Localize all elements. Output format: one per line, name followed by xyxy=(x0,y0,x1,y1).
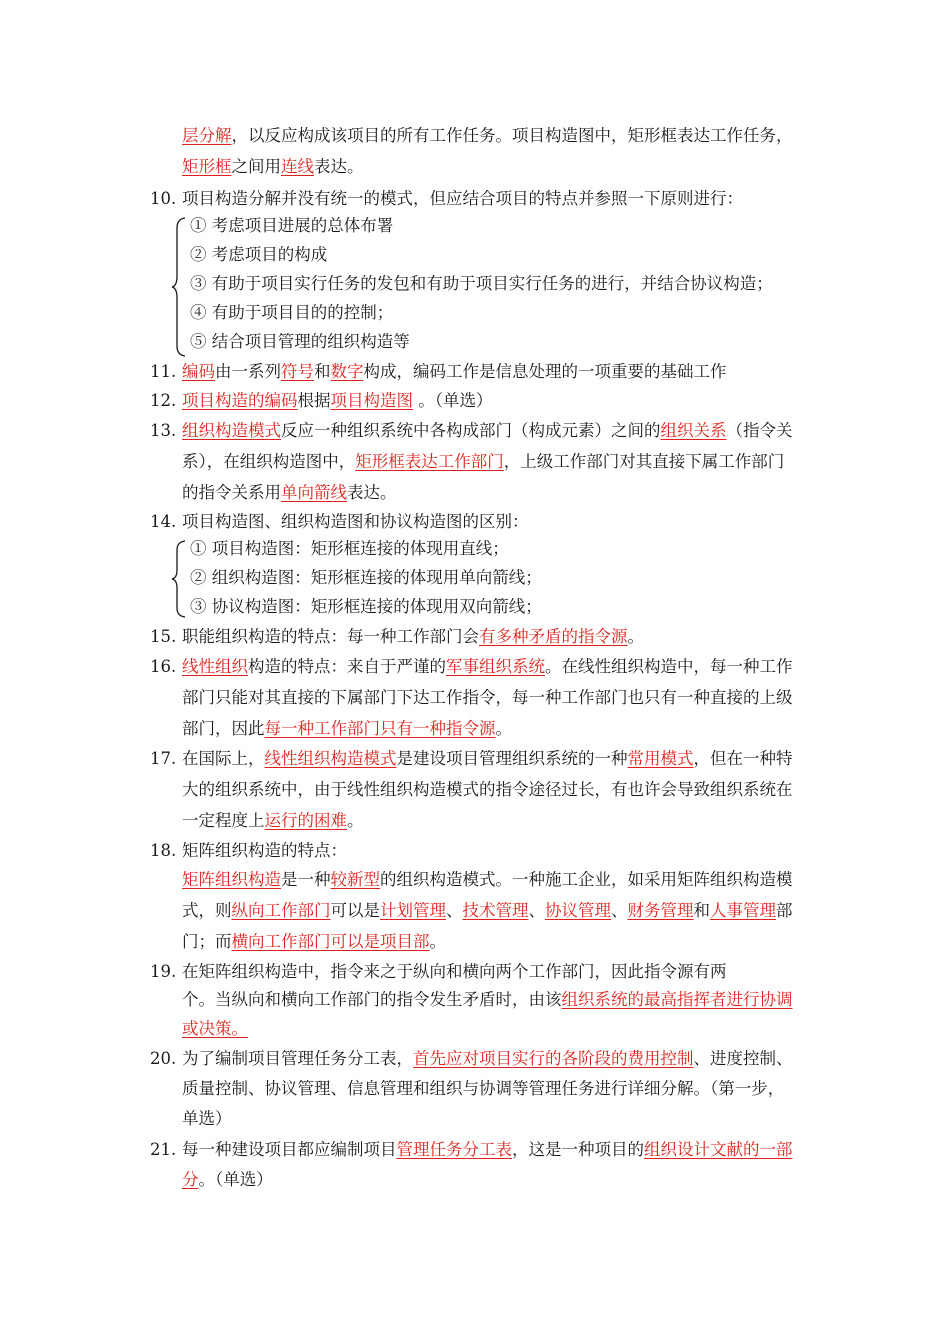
highlight-term: 数字 xyxy=(330,362,364,381)
text-run: 为了编制项目管理任务分工表， xyxy=(182,1049,413,1068)
text-run: 构造的特点：来自于严谨的 xyxy=(248,657,446,676)
sub-item: ① 考虑项目进展的总体布署 xyxy=(190,216,394,235)
highlight-term: 常用模式 xyxy=(627,749,694,768)
text-run: ，这是一种项目的 xyxy=(512,1140,644,1159)
item-text xyxy=(182,419,793,443)
highlight-term: 符号 xyxy=(281,362,314,381)
left-brace-icon xyxy=(170,216,190,358)
sub-item: ④ 有助于项目目的的控制； xyxy=(190,303,394,322)
highlight-term: 运行的困难 xyxy=(264,811,347,830)
item-text xyxy=(182,988,793,1012)
item-text xyxy=(182,389,493,413)
item-text xyxy=(182,1138,793,1162)
text-run: 由一系列 xyxy=(215,362,281,381)
item-number: 11. xyxy=(150,362,177,381)
item-number: 16. xyxy=(150,657,177,676)
item-text xyxy=(182,717,512,741)
item-number: 15. xyxy=(150,627,177,646)
highlight-term: 项目构造图 xyxy=(330,391,413,410)
item-text: 大的组织系统中，由于线性组织构造模式的指令途径过长，有也许会导致组织系统在 xyxy=(182,780,793,799)
item-text xyxy=(182,899,793,923)
text-run: 的指令关系用 xyxy=(182,483,281,502)
highlight-term: 纵向工作部门 xyxy=(231,901,331,920)
text-run: 系），在组织构造图中， xyxy=(182,452,356,471)
text-run: 可以是 xyxy=(330,901,380,920)
text-run: 部 xyxy=(776,901,793,920)
text-run: ，但在一种特 xyxy=(693,749,793,768)
text-run: ，以反应构成该项目的所有工作任务。项目构造图中，矩形框表达工作任务， xyxy=(231,126,793,145)
text-run: 反应一种组织系统中各构成部门（构成元素）之间的 xyxy=(281,421,661,440)
text-run: 。 xyxy=(627,627,644,646)
item-text xyxy=(182,868,793,892)
sub-item: ⑤ 结合项目管理的组织构造等 xyxy=(190,332,410,351)
highlight-term: 人事管理 xyxy=(710,901,776,920)
text-run: 每一种建设项目都应编制项目 xyxy=(182,1140,397,1159)
paragraph-line xyxy=(182,155,364,179)
text-run: 个。当纵向和横向工作部门的指令发生矛盾时，由该 xyxy=(182,990,562,1009)
item-number: 10. xyxy=(150,189,177,208)
text-run: 、进度控制、 xyxy=(693,1049,793,1068)
highlight-term: 每一种工作部门只有一种指令源 xyxy=(264,719,496,738)
highlight-term: 协议管理 xyxy=(545,901,611,920)
highlight-term: 军事组织系统 xyxy=(446,657,545,676)
item-text xyxy=(182,481,397,505)
item-text xyxy=(182,655,793,679)
paragraph-line xyxy=(182,124,793,148)
highlight-term: 编码 xyxy=(182,362,215,381)
sub-item: ② 考虑项目的构成 xyxy=(190,245,328,264)
text-run: 之间用 xyxy=(231,157,281,176)
highlight-term: 较新型 xyxy=(330,870,380,889)
highlight-term: 单向箭线 xyxy=(281,483,347,502)
highlight-term: 组织系统的最高指挥者进行协调 xyxy=(561,990,793,1009)
sub-item: ① 项目构造图：矩形框连接的体现用直线； xyxy=(190,539,509,558)
text-run: 门；而 xyxy=(182,932,232,951)
text-run: 。 xyxy=(347,811,364,830)
highlight-term: 组织关系 xyxy=(660,421,727,440)
text-run: 表达。 xyxy=(314,157,364,176)
item-text: 部门只能对其直接的下属部门下达工作指令，每一种工作部门也只有一种直接的上级 xyxy=(182,688,793,707)
highlight-term: 有多种矛盾的指令源 xyxy=(479,627,628,646)
text-run: 。（单选） xyxy=(413,391,493,410)
item-number: 19. xyxy=(150,962,177,981)
highlight-term: 或决策。 xyxy=(182,1019,248,1038)
item-text: 项目构造图、组织构造图和协议构造图的区别： xyxy=(182,512,529,531)
item-text xyxy=(182,1017,248,1041)
text-run: 。 xyxy=(429,932,446,951)
highlight-term: 矩形框表达工作部门 xyxy=(355,452,504,471)
item-text: 单选） xyxy=(182,1109,232,1128)
highlight-term: 管理任务分工表 xyxy=(396,1140,512,1159)
text-run: 。（单选） xyxy=(198,1170,273,1189)
item-text xyxy=(182,809,364,833)
text-run: 。 xyxy=(495,719,512,738)
text-run: （指令关 xyxy=(726,421,793,440)
item-text xyxy=(182,747,793,771)
item-text xyxy=(182,1047,793,1071)
sub-item: ② 组织构造图：矩形框连接的体现用单向箭线； xyxy=(190,568,542,587)
left-brace-icon xyxy=(170,539,190,619)
item-text xyxy=(182,450,784,474)
highlight-term: 财务管理 xyxy=(627,901,694,920)
item-number: 14. xyxy=(150,512,177,531)
highlight-term: 分 xyxy=(182,1170,199,1189)
highlight-term: 线性组织构造模式 xyxy=(264,749,397,768)
item-text: 矩阵组织构造的特点： xyxy=(182,841,347,860)
highlight-term: 组织构造模式 xyxy=(182,421,281,440)
item-text: 质量控制、协议管理、信息管理和组织与协调等管理任务进行详细分解。（第一步， xyxy=(182,1079,785,1098)
highlight-term: 连线 xyxy=(281,157,314,176)
text-run: 表达。 xyxy=(347,483,397,502)
text-run: 根据 xyxy=(297,391,331,410)
text-run: 在国际上， xyxy=(182,749,265,768)
item-number: 13. xyxy=(150,421,177,440)
text-run: 一定程度上 xyxy=(182,811,265,830)
sub-item: ③ 协议构造图：矩形框连接的体现用双向箭线； xyxy=(190,597,542,616)
item-text xyxy=(182,930,446,954)
highlight-term: 横向工作部门可以是项目部 xyxy=(231,932,430,951)
text-run: 。在线性组织构造中，每一种工作 xyxy=(545,657,793,676)
text-run: 式，则 xyxy=(182,901,232,920)
item-text xyxy=(182,360,727,384)
item-number: 20. xyxy=(150,1049,177,1068)
item-text xyxy=(182,625,644,649)
item-number: 17. xyxy=(150,749,177,768)
highlight-term: 组织设计文献的一部 xyxy=(644,1140,793,1159)
item-number: 12. xyxy=(150,391,177,410)
highlight-term: 矩阵组织构造 xyxy=(182,870,281,889)
text-run: 、 xyxy=(611,901,628,920)
highlight-term: 层分解 xyxy=(182,126,232,145)
item-number: 18. xyxy=(150,841,177,860)
text-run: 是一种 xyxy=(281,870,331,889)
highlight-term: 项目构造的编码 xyxy=(182,391,298,410)
item-number: 21. xyxy=(150,1140,177,1159)
text-run: ，上级工作部门对其直接下属工作部门 xyxy=(503,452,785,471)
text-run: 是建设项目管理组织系统的一种 xyxy=(396,749,628,768)
text-run: 、 xyxy=(446,901,463,920)
highlight-term: 技术管理 xyxy=(462,901,529,920)
text-run: 、 xyxy=(528,901,545,920)
highlight-term: 线性组织 xyxy=(182,657,248,676)
highlight-term: 矩形框 xyxy=(182,157,232,176)
text-run: 构成，编码工作是信息处理的一项重要的基础工作 xyxy=(363,362,727,381)
item-text: 在矩阵组织构造中，指令来之于纵向和横向两个工作部门，因此指令源有两 xyxy=(182,962,727,981)
text-run: 的组织构造模式。一种施工企业，如采用矩阵组织构造模 xyxy=(380,870,793,889)
highlight-term: 首先应对项目实行的各阶段的费用控制 xyxy=(413,1049,694,1068)
text-run: 部门，因此 xyxy=(182,719,265,738)
item-text: 项目构造分解并没有统一的模式，但应结合项目的特点并参照一下原则进行： xyxy=(182,189,743,208)
text-run: 和 xyxy=(693,901,710,920)
text-run: 和 xyxy=(314,362,331,381)
highlight-term: 计划管理 xyxy=(380,901,446,920)
sub-item: ③ 有助于项目实行任务的发包和有助于项目实行任务的进行，并结合协议构造； xyxy=(190,274,773,293)
text-run: 职能组织构造的特点：每一种工作部门会 xyxy=(182,627,479,646)
item-text xyxy=(182,1168,273,1192)
